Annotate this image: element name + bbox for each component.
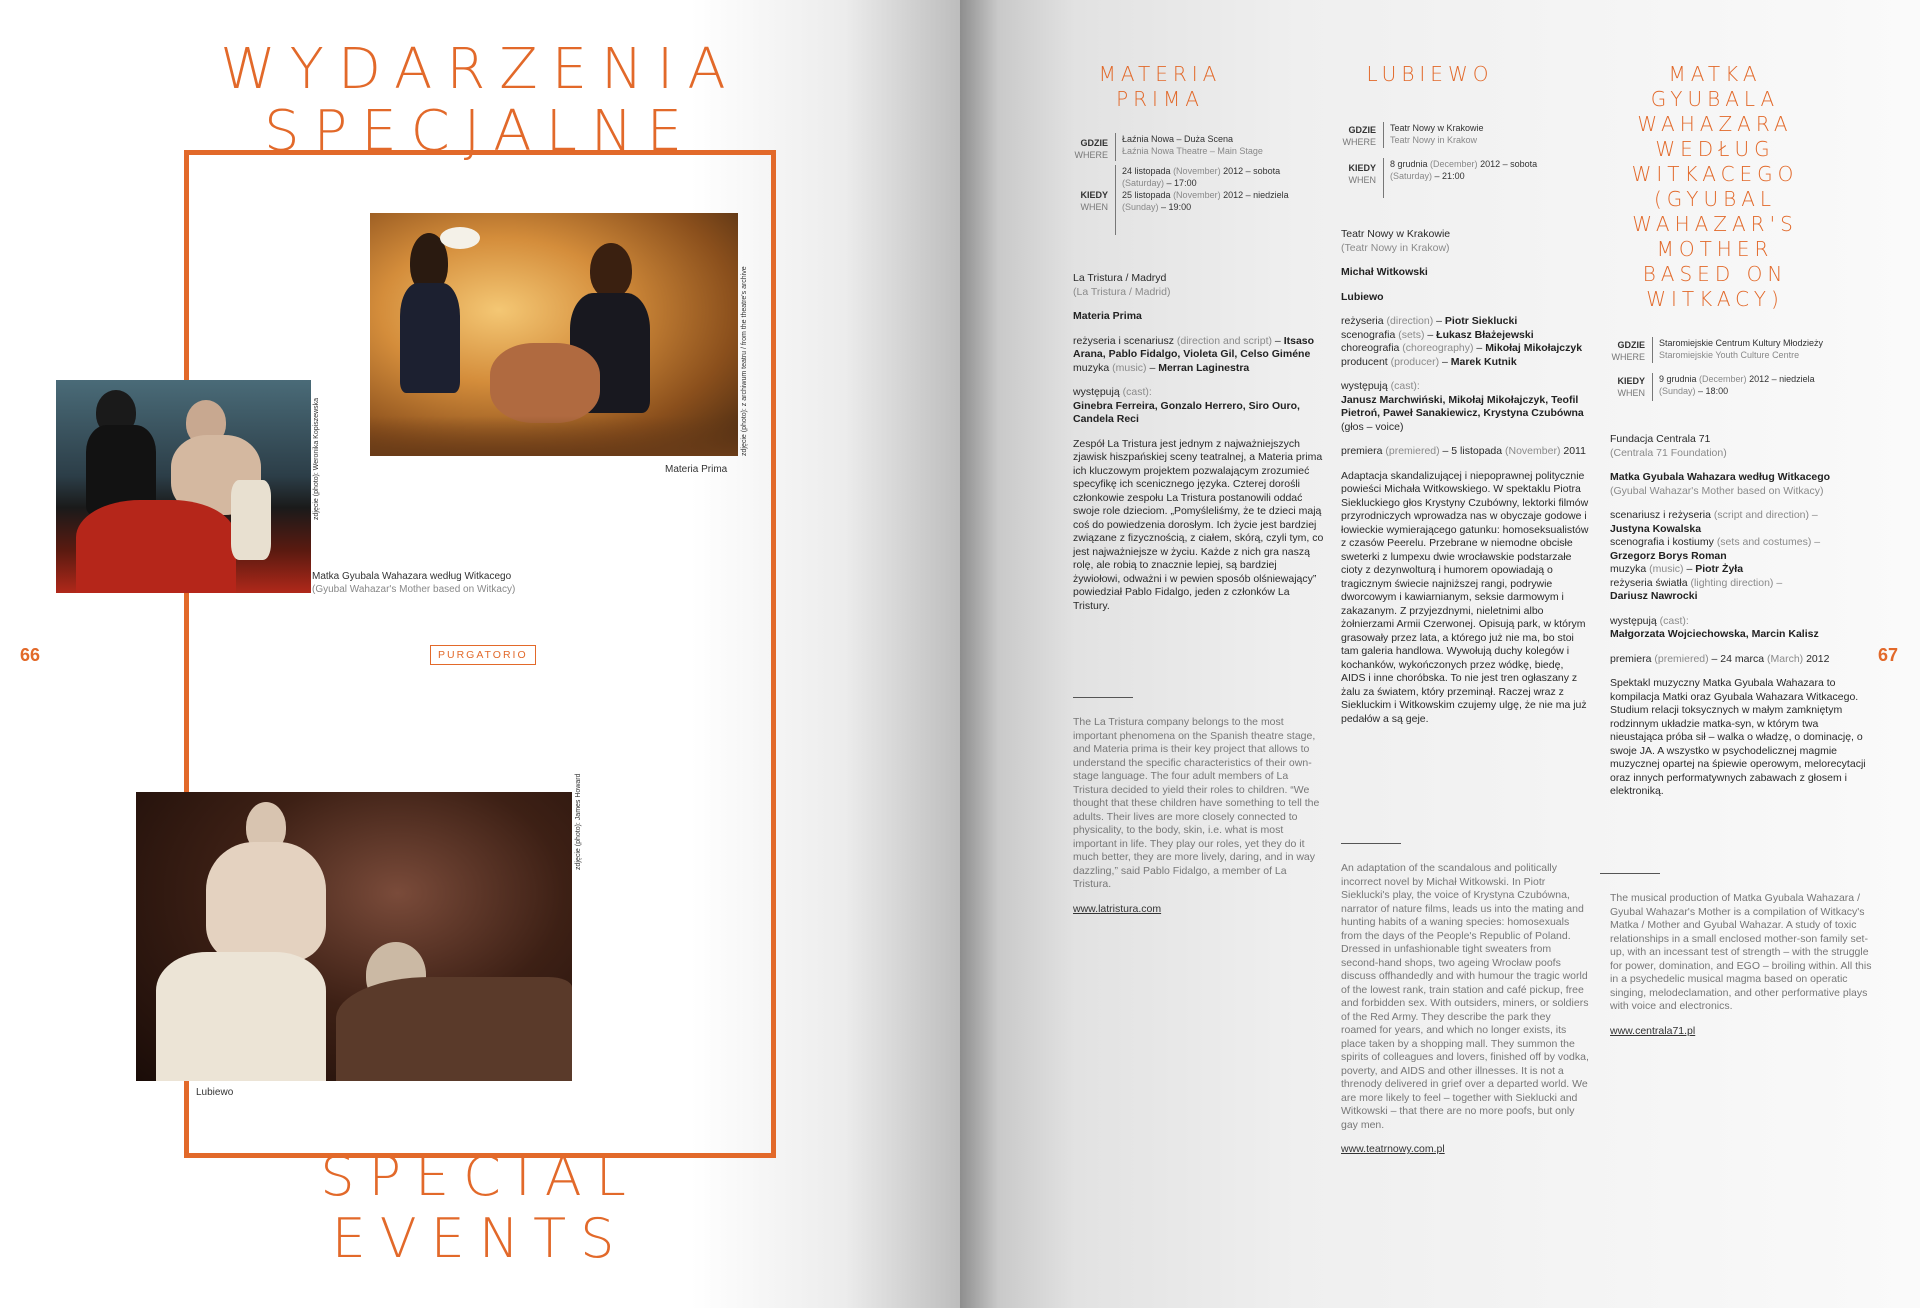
photo3-caption: Lubiewo: [196, 1087, 234, 1098]
col1-when-label: [1070, 189, 1108, 213]
col3-cast-label-en: (cast):: [1659, 614, 1689, 627]
col2-c1: reżyseria: [1341, 315, 1384, 327]
col1-cast-names: Ginebra Ferreira, Gonzalo Herrero, Siro Ouro, Candela Reci: [1073, 399, 1300, 425]
col3-when-l1-en: (December): [1699, 374, 1747, 384]
col3-desc-pl: Spektakl muzyczny Matka Gyubala Wahazara to kompilacja Matki oraz Gyubala Wahazara Witkacego. Studium relacji toksycznych w małym zamkniętym rodzinnym układzie matka-syn, w którym twa nieustająca próba sił – walka o władzę, o dominację, o swoje JA. A wszystko w psychodelicznej magmie muzycznej opartej na śpiewie operowym, melorecytacji oraz innych performatywnych zabawach z głosem i elektroniką.: [1610, 677, 1866, 797]
col2-when-label: [1338, 162, 1376, 186]
col3-when-l1-rest: 2012 – niedziela: [1749, 374, 1815, 384]
col3-c2-en: (sets and costumes) –: [1716, 536, 1821, 548]
right-page: [960, 0, 1920, 1308]
col2-when-en: WHEN: [1348, 175, 1376, 185]
col3-premiere-rest: – 24 marca: [1711, 652, 1765, 665]
col3-title-line4: WEDŁUG: [1655, 137, 1775, 161]
col3-c4-en: (lighting direction) –: [1690, 576, 1783, 589]
col2-c1-names: Piotr Sieklucki: [1444, 315, 1518, 327]
section-tag: PURGATORIO: [430, 645, 536, 665]
col3-title-line2: GYUBALA: [1650, 87, 1780, 111]
col3-c1: scenariusz i reżyseria: [1610, 509, 1711, 521]
col3-title-line5: WITKACEGO: [1631, 162, 1799, 186]
col1-show: Materia Prima: [1073, 310, 1142, 322]
col2-cast-label: występują: [1341, 380, 1388, 392]
col1-title-line2: PRIMA: [1116, 87, 1204, 111]
col2-cast-label-en: (cast):: [1390, 380, 1420, 392]
col1-cast-label: występują: [1073, 386, 1120, 398]
col1-body: La Tristura / Madryd (La Tristura / Madrid) Materia Prima reżyseria i scenariusz (direction and script) – Itsaso Arana, Pablo Fidalgo, Violeta Gil, Celso Giméne muzyka (music) – Merran Laginestra występują (cast): Ginebra Ferreira, Gonzalo Herrero, Siro Ouro, Candela Reci Zespół La Tristura jest jednym z najważniejszych zjawisk hiszpańskiej sceny teatralnej, a Materia prima ich kluczowym projektem pozwalającym zrozumieć specyfikę ich scenicznego języka. Czterej dorośli członkowie zespołu La Tristura postanowili oddać swoje role dzieciom. „Pomyśleliśmy, że te dzieci mają coś do powiedzenia dorosłym. Ich życie jest bardziej związane z fizycznością, z ciałem, skórą, czyli tym, co jest najważniejsze w życiu. Każde z nich gra naszą rolę, ale robią to znacznie lepiej, są bardziej żywiołowi, odważni i w pewien sposób olśniewający” powiedział Pablo Fidalgo, jeden z członków La Tristury.: [1073, 272, 1324, 612]
col2-c2-en: (sets): [1398, 328, 1425, 341]
col1-when-pl: KIEDY: [1080, 190, 1108, 200]
col3-c3-names: Piotr Żyła: [1695, 563, 1744, 575]
col2-where-en: WHERE: [1342, 137, 1376, 147]
col3-title-line9: BASED ON: [1642, 262, 1788, 286]
col2-premiere: premiera: [1341, 445, 1383, 457]
col3-where-label: [1607, 339, 1645, 363]
col3-when-value: [1652, 373, 1815, 401]
col1-meta: [1070, 133, 1320, 243]
col3-premiere-en2: (March): [1767, 652, 1804, 665]
col3-show: Matka Gyubala Wahazara według Witkacego: [1610, 471, 1831, 483]
photo2-caption-en: (Gyubal Wahazar's Mother based on Witkacy): [312, 584, 516, 595]
col1-where-label: [1070, 137, 1108, 161]
col3-premiere-en: (premiered): [1654, 652, 1709, 665]
col3-title: [1600, 62, 1830, 312]
col3-body-en: [1610, 892, 1872, 1049]
col3-c2-names: Grzegorz Borys Roman: [1610, 549, 1727, 562]
col2-cast-names: Janusz Marchwiński, Mikołaj Mikołajczyk, Teofil Pietroń, Paweł Sanakiewicz, Krystyna Czubówna: [1341, 393, 1584, 419]
col3-meta: [1607, 337, 1867, 407]
col2-cast-tail: (głos – voice): [1341, 420, 1404, 433]
col1-title-line1: MATERIA: [1098, 62, 1222, 86]
col1-when-l3-en: (November): [1173, 190, 1221, 200]
col1-when-l1-en: (November): [1173, 166, 1221, 176]
col3-show-en: (Gyubal Wahazar's Mother based on Witkacy): [1610, 484, 1824, 497]
col3-cast-label: występują: [1610, 614, 1657, 627]
col1-credits1: reżyseria i scenariusz: [1073, 334, 1174, 347]
photo-lubiewo: [136, 792, 572, 1081]
col2-premiere-year: 2011: [1563, 445, 1586, 457]
page-number-left: 66: [20, 645, 41, 665]
col2-where-label: [1338, 124, 1376, 148]
col2-c3-names: Mikołaj Mikołajczyk: [1485, 342, 1583, 354]
col1-when-l3: 25 listopada: [1122, 190, 1171, 200]
col1-when-value: [1115, 165, 1289, 235]
col2-when-l1-rest: 2012 – sobota: [1480, 159, 1538, 169]
col3-url[interactable]: www.centrala71.pl: [1610, 1024, 1696, 1037]
col2-premiere-rest: – 5 listopada: [1442, 445, 1503, 457]
col2-company: Teatr Nowy w Krakowie: [1341, 228, 1451, 240]
col1-credits2: muzyka: [1073, 361, 1110, 374]
col1-desc-en: The La Tristura company belongs to the most important phenomena on the Spanish theatre stage, and Materia prima is their key project that allows to understand the specific characteristics of their own-stage language. The four adult members of La Tristura decided to yield their roles to children. “We thought that these children have something to tell the adults. Their lives are more closely connected to physicality, to the body, skin, i.e. what is most important in life. They play our roles, yet they do it much better, they are more lively, daring, and in way dazzling,” said Pablo Fidalgo, a member of La Tristura.: [1073, 716, 1320, 890]
col3-title-line8: MOTHER: [1656, 237, 1774, 261]
col2-c1-en: (direction): [1386, 315, 1434, 327]
col1-url[interactable]: www.latristura.com: [1073, 902, 1162, 915]
col3-when-l1: 9 grudnia: [1659, 374, 1697, 384]
col1-when-l1-rest: 2012 – sobota: [1223, 166, 1281, 176]
col1-company-en: (La Tristura / Madrid): [1073, 285, 1171, 298]
col2-c3-en: (choreography): [1402, 342, 1474, 354]
col2-premiere-en: (premiered): [1385, 445, 1440, 457]
col2-when-l1: 8 grudnia: [1390, 159, 1428, 169]
photo-matka-gyubala: [56, 380, 311, 593]
col2-url[interactable]: www.teatrnowy.com.pl: [1341, 1143, 1445, 1155]
col2-when-l2-rest: – 21:00: [1434, 171, 1465, 181]
col3-title-line7: WAHAZAR'S: [1632, 212, 1798, 236]
col1-when-l3-rest: 2012 – niedziela: [1223, 190, 1289, 200]
col3-desc-en: The musical production of Matka Gyubala Wahazara / Gyubal Wahazar's Mother is a compilation of Witkacy's Matka / Mother and Gyubal Wahazar. A study of toxic relationships in a small enclosed mother-son family set-up, with an incessant test of strength – with the struggle for power, domination, and EGO – broiling within. All this in a psychedelic musical magma based on operatic singing, melodeclamation, and other performative plays with voice and electronics.: [1610, 892, 1872, 1012]
col3-title-line1: MATKA: [1668, 62, 1762, 86]
col2-when-l1-en: (December): [1430, 159, 1478, 169]
photo2-caption-pl: Matka Gyubala Wahazara według Witkacego: [312, 571, 512, 582]
col1-desc-pl: Zespół La Tristura jest jednym z najważniejszych zjawisk hiszpańskiej sceny teatralnej, a Materia prima ich kluczowym projektem pozwalającym zrozumieć specyfikę ich scenicznego języka. Czterej dorośli członkowie zespołu La Tristura postanowili oddać swoje role dzieciom. „Pomyśleliśmy, że te dzieci mają coś do powiedzenia dorosłym. Ich życie jest bardziej związane z fizycznością, z ciałem, skórą, czyli tym, co jest najważniejsze w życiu. Każde z nich gra naszą rolę, ale robią to znacznie lepiej, są bardziej żywiołowi, odważni i w pewien sposób olśniewający” powiedział Pablo Fidalgo, jeden z członków La Tristury.: [1073, 437, 1324, 612]
col3-c1-names: Justyna Kowalska: [1610, 522, 1702, 535]
col2-c4-en: (producer): [1390, 355, 1440, 368]
col1-cast-label-en: (cast):: [1122, 386, 1152, 398]
col3-when-en: WHEN: [1617, 388, 1645, 398]
col2-where-pl: GDZIE: [1348, 125, 1376, 135]
col3-when-label: [1607, 375, 1645, 399]
col3-title-line6: (GYUBAL: [1653, 187, 1777, 211]
col1-when-l4-en: (Sunday): [1122, 202, 1159, 212]
col3-premiere: premiera: [1610, 652, 1652, 665]
col1-credits1-names: Itsaso Arana, Pablo Fidalgo, Violeta Gil, Celso Giméne: [1073, 334, 1315, 360]
col1-title: [1060, 62, 1260, 112]
col1-when-en: WHEN: [1080, 202, 1108, 212]
title-polish-line1: WYDARZENIA: [220, 37, 740, 102]
col2-c4-names: Marek Kutnik: [1450, 355, 1517, 368]
col3-c2: scenografia i kostiumy: [1610, 536, 1714, 548]
col3-premiere-year: 2012: [1806, 652, 1830, 665]
title-polish-line2: SPECJALNE: [263, 99, 697, 164]
col3-body: Fundacja Centrala 71 (Centrala 71 Foundation) Matka Gyubala Wahazara według Witkacego (Gyubal Wahazar's Mother based on Witkacy) scenariusz i reżyseria (script and direction) – Justyna Kowalska scenografia i kostiumy (sets and costumes) – Grzegorz Borys Roman muzyka (music) – Piotr Żyła reżyseria światła (lighting direction) – Dariusz Nawrocki występują (cast): Małgorzata Wojciechowska, Marcin Kalisz premiera (premiered) – 24 marca (March) 2012 Spektakl muzyczny Matka Gyubala Wahazara to kompilacja Matki oraz Gyubala Wahazara Witkacego. Studium relacji toksycznych w małym zamkniętym rodzinnym układzie matka-syn, w którym twa nieustająca próba sił – walka o władzę, o dominację, o swoje JA. A wszystko w psychodelicznej magmie muzycznej opartej na śpiewie operowym, melorecytacji oraz innych performatywnych zabawach z głosem i elektroniką.: [1610, 433, 1872, 810]
col2-where-val-pl: Teatr Nowy w Krakowie: [1390, 123, 1484, 133]
col1-where-en: WHERE: [1074, 150, 1108, 160]
title-english-line2: EVENTS: [331, 1207, 629, 1270]
photo2-caption: [312, 570, 515, 596]
col2-body-en: [1341, 862, 1589, 1168]
col3-c4: reżyseria światła: [1610, 576, 1688, 589]
col1-when-l2-rest: – 17:00: [1166, 178, 1197, 188]
col1-where-pl: GDZIE: [1080, 138, 1108, 148]
col1-company: La Tristura / Madryd: [1073, 272, 1167, 284]
col3-where-val-en: Staromiejskie Youth Culture Centre: [1659, 350, 1800, 360]
col3-c3-en: (music): [1649, 563, 1684, 575]
col3-c1-en: (script and direction) –: [1713, 509, 1818, 521]
col1-where-value: [1115, 133, 1263, 161]
col2-where-value: [1383, 122, 1484, 148]
col3-when-l2-en: (Sunday): [1659, 386, 1696, 396]
col3-title-line3: WAHAZARA: [1637, 112, 1793, 136]
col1-credits2-en: (music): [1112, 361, 1147, 374]
col3-c3: muzyka: [1610, 563, 1647, 575]
col2-desc-en: An adaptation of the scandalous and politically incorrect novel by Michał Witkowski. In Piotr Sieklucki's play, the voice of Krystyna Czubówna, narrator of nature films, leads us into the mating and hunting habits of a waning species: homosexuals from the days of the People's Republic of Poland. Dressed in unfashionable tight sweaters from second-hand shops, two ageing Wrocław poofs discuss offhandedly and with humour the tragic world of the lowest rank, train station and café pickup, free and forbidden sex. With outsiders, miners, or soldiers of the Red Army. They describe the park they roamed for years, and which no longer exists, its place taken by a shopping mall. They summon the spirits of colleagues and lovers, finished off by vodka, poverty, and AIDS and other illnesses. It is not a threnody delivered in grief over a departed world. We are more likely to feel – together with Sieklucki and Witkowski – that there are no more poofs, but only gay men.: [1341, 862, 1589, 1131]
col2-c2: scenografia: [1341, 328, 1396, 341]
col2-meta: [1338, 122, 1578, 202]
col2-title-line1: LUBIEWO: [1366, 62, 1494, 86]
col1-body-en: [1073, 716, 1325, 927]
col1-when-l1: 24 listopada: [1122, 166, 1171, 176]
photo2-credit: zdjęcie (photo): Weronika Kopiszewska: [313, 397, 320, 520]
col3-where-value: [1652, 337, 1823, 363]
col3-cast-names: Małgorzata Wojciechowska, Marcin Kalisz: [1610, 628, 1819, 640]
page-number-right: 67: [1878, 645, 1899, 665]
col2-c4: producent: [1341, 355, 1388, 368]
col2-body: Teatr Nowy w Krakowie (Teatr Nowy in Krakow) Michał Witkowski Lubiewo reżyseria (direction) – Piotr Sieklucki scenografia (sets) – Łukasz Błażejewski choreografia (choreography) – Mikołaj Mikołajczyk producent (producer) – Marek Kutnik występują (cast): Janusz Marchwiński, Mikołaj Mikołajczyk, Teofil Pietroń, Paweł Sanakiewicz, Krystyna Czubówna (głos – voice) premiera (premiered) – 5 listopada (November) 2011 Adaptacja skandalizującej i niepoprawnej politycznie powieści Michała Witkowskiego. W spektaklu Piotra Siekluckiego głos Krystyny Czubówny, lektorki filmów przyrodniczych wprowadza nas w obyczaje godowe i łowieckie wymierającego gatunku: homoseksualistów z czasów Peerelu. Przebrane w niemodne obcisłe sweterki z lumpexu dwie wrocławskie podstarzałe cioty z dezynwolturą i humorem opowiadają o tragicznym świecie najniższej rangi, podrywie dworcowym i kawiarnianym, seksie darmowym i zakazanym. Z przyjezdnymi, nieletnimi albo żołnierzami Armii Czerwonej. Opisują park, w którym grasowały przez lata, a którego już nie ma, bo stoi tam galeria handlowa. Wywołują duchy kolegów i kochanków, wykończonych przez wódkę, biedę, AIDS i inne choróbska. To nie jest tren ogłaszany z żalu za światem, który przeminął. Raczej wraz z Siekluckim i Witkowskim czujemy ulgę, że nie ma już pedałów a są geje.: [1341, 228, 1589, 725]
col1-where-val-en: Łaźnia Nowa Theatre – Main Stage: [1122, 146, 1263, 156]
col2-desc-pl: Adaptacja skandalizującej i niepoprawnej politycznie powieści Michała Witkowskiego. W spektaklu Piotra Siekluckiego głos Krystyny Czubówny, lektorki filmów przyrodniczych wprowadza nas w obyczaje godowe i łowieckie wymierającego gatunku: homoseksualistów z czasów Peerelu. Przebrane w niemodne obcisłe sweterki z lumpexu dwie wrocławskie podstarzałe cioty z dezynwolturą i humorem opowiadają o tragicznym świecie najniższej rangi, podrywie dworcowym i kawiarnianym, seksie darmowym i zakazanym. Z przyjezdnymi, nieletnimi albo żołnierzami Armii Czerwonej. Opisują park, w którym grasowały przez lata, a którego już nie ma, bo stoi tam galeria handlowa. Wywołują duchy kolegów i kochanków, wykończonych przez wódkę, biedę, AIDS i inne choróbska. To nie jest tren ogłaszany z żalu za światem, który przeminął. Raczej wraz z Siekluckim i Witkowskim czujemy ulgę, że nie ma już pedałów a są geje.: [1341, 469, 1589, 725]
col2-divider: [1341, 843, 1401, 844]
col3-c4-names: Dariusz Nawrocki: [1610, 590, 1698, 602]
col2-where-val-en: Teatr Nowy in Krakow: [1390, 135, 1478, 145]
col2-c2-names: Łukasz Błażejewski: [1436, 328, 1534, 341]
col1-where-val-pl: Łaźnia Nowa – Duża Scena: [1122, 134, 1234, 144]
title-english-line1: SPECIAL: [320, 1145, 640, 1208]
col3-where-en: WHERE: [1611, 352, 1645, 362]
col3-where-pl: GDZIE: [1617, 340, 1645, 350]
col3-title-line10: WITKACY): [1646, 287, 1784, 311]
col3-where-val-pl: Staromiejskie Centrum Kultury Młodzieży: [1659, 338, 1824, 348]
col1-credits2-names: Merran Laginestra: [1158, 361, 1250, 374]
photo1-credit: zdjęcie (photo): z archiwum teatru / from the theatre's archive: [741, 266, 748, 456]
col2-premiere-en2: (November): [1505, 445, 1561, 457]
photo-materia-prima: [370, 213, 738, 456]
col1-when-l4-rest: – 19:00: [1161, 202, 1192, 212]
col3-divider: [1600, 873, 1660, 874]
col2-title: [1330, 62, 1530, 87]
col3-company: Fundacja Centrala 71: [1610, 433, 1711, 445]
photo1-caption: Materia Prima: [665, 464, 728, 475]
col2-when-l2-en: (Saturday): [1390, 171, 1433, 181]
col2-author: Michał Witkowski: [1341, 266, 1428, 278]
col3-when-pl: KIEDY: [1617, 376, 1645, 386]
col1-credits1-en: (direction and script): [1176, 334, 1272, 347]
col3-when-l2-rest: – 18:00: [1698, 386, 1729, 396]
col2-show: Lubiewo: [1341, 290, 1384, 303]
col1-when-l2-en: (Saturday): [1122, 178, 1165, 188]
col1-divider: [1073, 697, 1133, 698]
col3-company-en: (Centrala 71 Foundation): [1610, 446, 1727, 459]
col2-company-en: (Teatr Nowy in Krakow): [1341, 241, 1450, 254]
col2-c3: choreografia: [1341, 342, 1400, 354]
col2-when-value: [1383, 158, 1537, 198]
photo3-credit: zdjęcie (photo): James Howard: [575, 773, 582, 870]
col2-when-pl: KIEDY: [1348, 163, 1376, 173]
